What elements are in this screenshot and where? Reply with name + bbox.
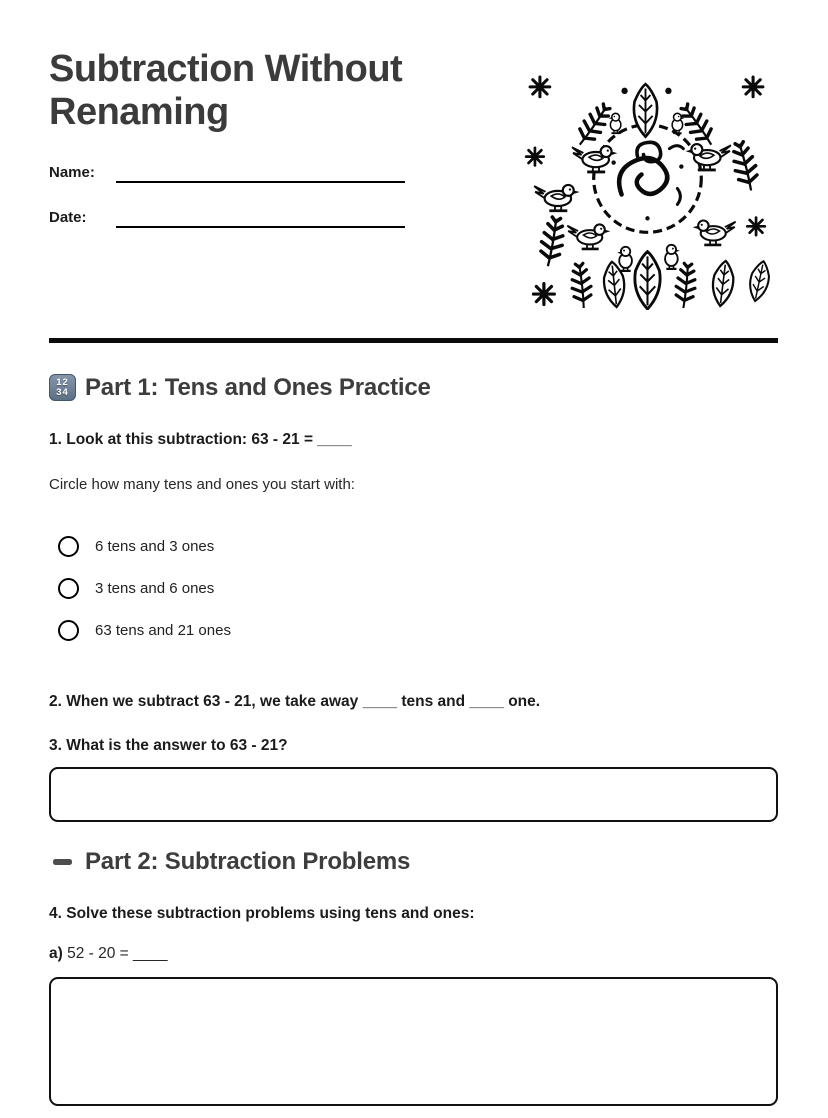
part2-heading-text: Part 2: Subtraction Problems [85,847,411,875]
option-list [49,535,778,642]
problem-a-label: a) [49,944,63,962]
minus-icon [53,859,72,865]
part1-heading-text: Part 1: Tens and Ones Practice [85,373,431,401]
option-row-1 [49,535,778,558]
option-row-2 [49,577,778,600]
answer-box-question-3[interactable] [49,767,778,822]
part1-heading [49,374,778,402]
radio-option-2[interactable] [58,578,79,599]
answer-box-problem-a[interactable] [49,977,778,1106]
question-1-instruction: Circle how many tens and ones you start with: [49,475,355,493]
name-label: Name: [49,163,95,181]
option-row-3 [49,619,778,642]
input-numbers-icon [49,374,76,401]
radio-option-3[interactable] [58,620,79,641]
option-label-1: 6 tens and 3 ones [95,537,215,555]
keypad-top-digits: 12 [56,376,69,388]
minus-icon-box [49,848,76,875]
keypad-bottom-digits: 34 [56,386,69,398]
part2-heading [49,848,778,876]
problem-a-line [49,943,778,964]
section-divider [49,338,778,343]
option-label-2: 3 tens and 6 ones [95,579,215,597]
option-label-3: 63 tens and 21 ones [95,621,231,639]
radio-option-1[interactable] [58,536,79,557]
question-2: 2. When we subtract 63 - 21, we take away ____ tens and ____ one. [49,692,541,710]
problem-a-text: 52 - 20 = ____ [67,944,168,962]
date-label: Date: [49,208,87,226]
date-write-line[interactable] [116,208,405,228]
page-title: Subtraction Without Renaming [49,48,403,133]
question-1: 1. Look at this subtraction: 63 - 21 = ____ [49,430,352,448]
folk-art-illustration [516,57,775,310]
question-4: 4. Solve these subtraction problems using tens and ones: [49,904,475,922]
name-write-line[interactable] [116,163,405,183]
question-3: 3. What is the answer to 63 - 21? [49,736,288,754]
